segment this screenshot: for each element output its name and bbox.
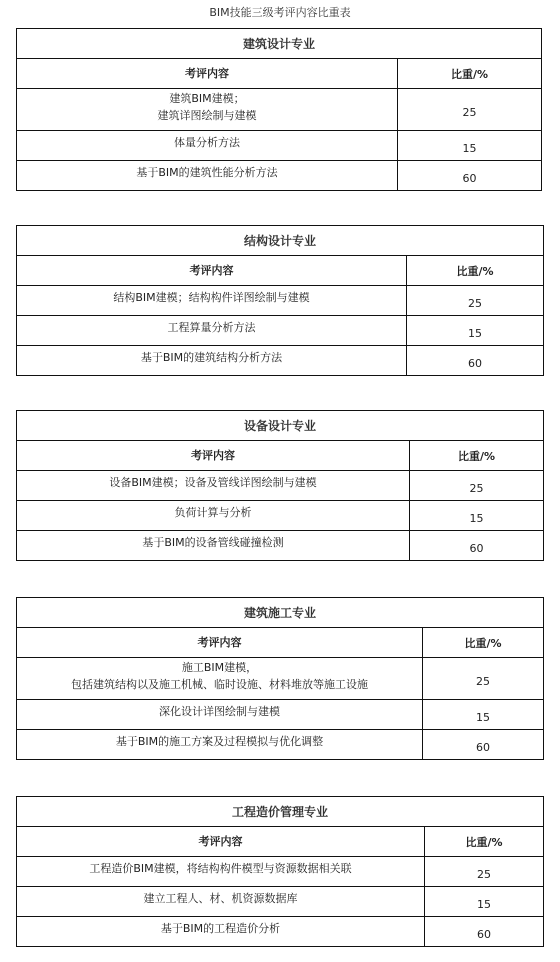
weight-cell: 25 xyxy=(462,106,477,119)
table-row xyxy=(17,700,543,730)
table-title: 设备设计专业 xyxy=(17,411,543,441)
weight-cell: 15 xyxy=(462,142,477,155)
table-row xyxy=(17,131,541,161)
content-line: 施工BIM建模， xyxy=(181,660,258,674)
table-row xyxy=(17,917,543,946)
content-cell: 基于BIM的设备管线碰撞检测 xyxy=(17,531,410,560)
weight-cell: 25 xyxy=(469,482,484,495)
table-structural-design xyxy=(16,225,544,376)
table-header-row xyxy=(17,441,543,471)
weight-cell: 60 xyxy=(462,172,477,185)
table-title: 结构设计专业 xyxy=(17,226,543,256)
weight-cell: 25 xyxy=(476,675,490,688)
content-cell xyxy=(17,658,423,699)
table-row xyxy=(17,501,543,531)
content-cell: 建立工程人、材、机资源数据库 xyxy=(17,887,425,916)
header-content: 考评内容 xyxy=(17,59,398,88)
table-header-row xyxy=(17,827,543,857)
table-row xyxy=(17,316,543,346)
header-weight: 比重/% xyxy=(465,835,503,849)
header-content: 考评内容 xyxy=(17,441,410,470)
content-cell: 基于BIM的工程造价分析 xyxy=(17,917,425,946)
document-title: BIM技能三级考评内容比重表 xyxy=(209,6,351,19)
table-cost-management xyxy=(16,796,544,947)
header-content: 考评内容 xyxy=(17,256,407,285)
content-cell: 结构BIM建模；结构构件详图绘制与建模 xyxy=(17,286,407,315)
table-row xyxy=(17,471,543,501)
table-row xyxy=(17,346,543,375)
weight-cell: 25 xyxy=(477,868,491,881)
weight-cell: 60 xyxy=(477,928,491,941)
weight-cell: 15 xyxy=(469,512,484,525)
table-row xyxy=(17,658,543,700)
header-weight: 比重/% xyxy=(464,636,502,650)
content-cell: 体量分析方法 xyxy=(17,131,398,160)
content-cell: 深化设计详图绘制与建模 xyxy=(17,700,423,729)
header-weight: 比重/% xyxy=(450,67,489,81)
content-line: 建筑详图绘制与建模 xyxy=(157,108,257,122)
content-cell: 负荷计算与分析 xyxy=(17,501,410,530)
content-cell: 工程造价BIM建模，将结构构件模型与资源数据相关联 xyxy=(17,857,425,886)
content-cell: 基于BIM的建筑性能分析方法 xyxy=(17,161,398,190)
content-line: 建筑BIM建模； xyxy=(169,91,245,105)
table-row xyxy=(17,857,543,887)
table-title: 工程造价管理专业 xyxy=(17,797,543,827)
content-cell: 工程算量分析方法 xyxy=(17,316,407,345)
table-architectural-design xyxy=(16,28,542,191)
weight-cell: 15 xyxy=(468,327,482,340)
weight-cell: 60 xyxy=(468,357,482,370)
table-row xyxy=(17,89,541,131)
content-cell xyxy=(17,89,398,130)
content-line: 包括建筑结构以及施工机械、临时设施、材料堆放等施工设施 xyxy=(71,677,368,691)
header-content: 考评内容 xyxy=(17,628,423,657)
weight-cell: 60 xyxy=(476,741,490,754)
table-row xyxy=(17,887,543,917)
table-header-row xyxy=(17,256,543,286)
weight-cell: 25 xyxy=(468,297,482,310)
table-row xyxy=(17,286,543,316)
header-content: 考评内容 xyxy=(17,827,425,856)
table-header-row xyxy=(17,628,543,658)
weight-cell: 60 xyxy=(469,542,484,555)
table-row xyxy=(17,531,543,560)
content-cell: 基于BIM的建筑结构分析方法 xyxy=(17,346,407,375)
table-title: 建筑设计专业 xyxy=(17,29,541,59)
table-equipment-design xyxy=(16,410,544,561)
header-weight: 比重/% xyxy=(456,264,494,278)
header-weight: 比重/% xyxy=(457,449,496,463)
table-title: 建筑施工专业 xyxy=(17,598,543,628)
table-row xyxy=(17,161,541,190)
table-row xyxy=(17,730,543,759)
table-construction xyxy=(16,597,544,760)
weight-cell: 15 xyxy=(476,711,490,724)
content-cell: 设备BIM建模；设备及管线详图绘制与建模 xyxy=(17,471,410,500)
content-cell: 基于BIM的施工方案及过程模拟与优化调整 xyxy=(17,730,423,759)
weight-cell: 15 xyxy=(477,898,491,911)
table-header-row xyxy=(17,59,541,89)
